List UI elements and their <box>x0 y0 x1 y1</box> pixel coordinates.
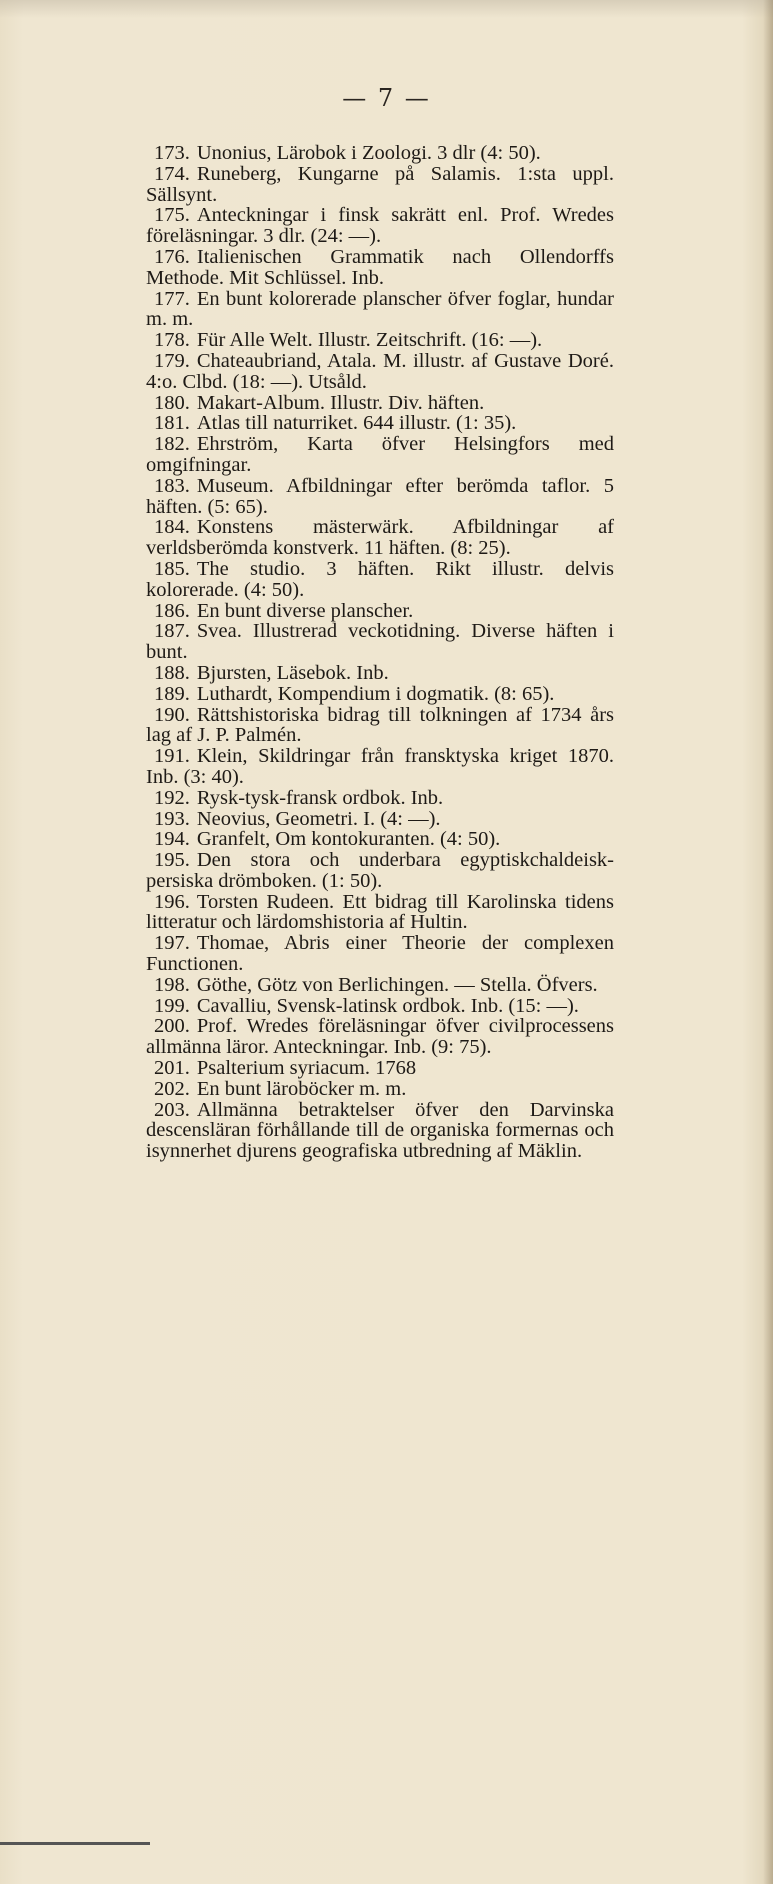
entry-text: Prof. Wredes föreläsningar öfver civilprocessens allmänna läror. Anteckningar. Inb. (9: 75). <box>146 1015 614 1059</box>
entry-text: Atlas till naturriket. 644 illustr. (1: 35). <box>196 412 517 435</box>
entry-number: 185. <box>154 557 190 580</box>
entry-text: Italienischen Grammatik nach Ollendorffs Methode. Mit Schlüssel. Inb. <box>146 245 614 289</box>
entry-text: Svea. Illustrerad veckotidning. Diverse häften i bunt. <box>146 620 614 664</box>
paper-right-edge <box>763 0 773 1884</box>
entry-number: 198. <box>154 973 190 996</box>
entry-text: Makart-Album. Illustr. Div. häften. <box>196 391 485 414</box>
entry-text: Unonius, Lärobok i Zoologi. 3 dlr (4: 50). <box>196 142 541 164</box>
paper-top-edge <box>0 0 773 18</box>
catalog-entry <box>146 143 614 164</box>
entry-text: Torsten Rudeen. Ett bidrag till Karolinska tidens litteratur och lärdomshistoria af Hultin. <box>146 890 614 934</box>
entry-number: 192. <box>154 786 190 809</box>
entry-text: Konstens mästerwärk. Afbildningar af verldsberömda konstverk. 11 häften. (8: 25). <box>146 516 614 560</box>
catalog-entry <box>146 517 614 559</box>
catalog-entry <box>146 247 614 289</box>
entry-text: En bunt diverse planscher. <box>196 599 414 622</box>
entry-number: 183. <box>154 474 190 497</box>
entry-text: Chateaubriand, Atala. M. illustr. af Gustave Doré. 4:o. Clbd. (18: —). Utsåld. <box>146 349 614 393</box>
catalog-entry <box>146 621 614 663</box>
entry-number: 178. <box>154 329 190 352</box>
catalog-entry <box>146 892 614 934</box>
catalog-entry <box>146 164 614 206</box>
catalog-entry <box>146 476 614 518</box>
bottom-rule <box>0 1842 150 1845</box>
entry-number: 201. <box>154 1057 190 1080</box>
entry-text: Ehrström, Karta öfver Helsingfors med omgifningar. <box>146 433 614 476</box>
entry-text: Klein, Skildringar från fransktyska kriget 1870. Inb. (3: 40). <box>146 745 614 788</box>
entry-number: 187. <box>154 620 190 643</box>
catalog-entry <box>146 933 614 975</box>
entry-text: En bunt kolorerade planscher öfver foglar, hundar m. m. <box>146 287 614 331</box>
entry-text: Runeberg, Kungarne på Salamis. 1:sta uppl. Sällsynt. <box>146 162 614 206</box>
entry-number: 191. <box>154 745 190 768</box>
entry-number: 176. <box>154 245 190 268</box>
entry-text: Den stora och underbara egyptiskchaldeisk-persiska drömboken. (1: 50). <box>146 849 614 892</box>
entry-number: 179. <box>154 349 190 372</box>
entry-number: 175. <box>154 204 190 227</box>
entry-number: 194. <box>154 828 190 851</box>
entry-number: 181. <box>154 412 190 435</box>
catalog-entry <box>146 351 614 393</box>
catalog-entry <box>146 413 614 434</box>
entry-number: 180. <box>154 391 190 414</box>
entry-text: The studio. 3 häften. Rikt illustr. delvis kolorerade. (4: 50). <box>146 557 614 601</box>
entry-number: 186. <box>154 599 190 622</box>
catalog-entry <box>146 1100 614 1162</box>
entry-number: 188. <box>154 661 190 684</box>
catalog-entry <box>146 330 614 351</box>
catalog-entry <box>146 601 614 622</box>
catalog-entry <box>146 559 614 601</box>
entry-number: 190. <box>154 703 190 726</box>
entry-number: 200. <box>154 1015 190 1038</box>
catalog-entry <box>146 809 614 830</box>
entry-text: Thomae, Abris einer Theorie der complexen Functionen. <box>146 932 614 976</box>
entry-number: 173. <box>154 142 190 164</box>
entry-number: 195. <box>154 849 190 872</box>
entry-number: 184. <box>154 516 190 539</box>
catalog-entry <box>146 434 614 476</box>
catalog-entries <box>146 143 614 1162</box>
entry-text: Rättshistoriska bidrag till tolkningen af 1734 års lag af J. P. Palmén. <box>146 703 614 747</box>
entry-number: 196. <box>154 890 190 913</box>
entry-number: 202. <box>154 1077 190 1100</box>
entry-number: 177. <box>154 287 190 310</box>
entry-number: 174. <box>154 162 190 185</box>
catalog-entry <box>146 663 614 684</box>
catalog-entry <box>146 788 614 809</box>
catalog-entry <box>146 1016 614 1058</box>
entry-number: 189. <box>154 682 190 705</box>
entry-text: Bjursten, Läsebok. Inb. <box>196 661 389 684</box>
entry-text: Museum. Afbildningar efter berömda taflor. 5 häften. (5: 65). <box>146 474 614 518</box>
entry-number: 199. <box>154 994 190 1017</box>
catalog-entry <box>146 746 614 788</box>
catalog-entry <box>146 393 614 414</box>
entry-text: Allmänna betraktelser öfver den Darvinska descensläran förhållande till de organiska formernas och isynnerhet djurens geografiska utbredning af Mäklin. <box>146 1098 614 1163</box>
catalog-entry <box>146 975 614 996</box>
entry-text: Granfelt, Om kontokuranten. (4: 50). <box>196 828 501 851</box>
entry-text: Göthe, Götz von Berlichingen. — Stella. Öfvers. <box>196 973 598 996</box>
entry-text: Cavalliu, Svensk-latinsk ordbok. Inb. (15: —). <box>196 994 579 1017</box>
entry-text: En bunt läroböcker m. m. <box>196 1077 407 1100</box>
entry-number: 182. <box>154 433 190 456</box>
catalog-entry <box>146 996 614 1017</box>
catalog-entry <box>146 829 614 850</box>
entry-number: 193. <box>154 807 190 830</box>
catalog-entry <box>146 1079 614 1100</box>
entry-text: Luthardt, Kompendium i dogmatik. (8: 65). <box>196 682 555 705</box>
entry-text: Neovius, Geometri. I. (4: —). <box>196 807 441 830</box>
catalog-entry <box>146 1058 614 1079</box>
entry-text: Für Alle Welt. Illustr. Zeitschrift. (16: —). <box>196 329 543 352</box>
catalog-entry <box>146 684 614 705</box>
catalog-entry <box>146 289 614 331</box>
page-number: — 7 — <box>342 84 431 112</box>
catalog-entry <box>146 705 614 747</box>
catalog-entry <box>146 850 614 892</box>
catalog-entry <box>146 205 614 247</box>
entry-text: Anteckningar i finsk sakrätt enl. Prof. Wredes föreläsningar. 3 dlr. (24: —). <box>146 204 614 248</box>
entry-number: 203. <box>154 1098 190 1121</box>
entry-text: Psalterium syriacum. 1768 <box>196 1057 417 1080</box>
entry-number: 197. <box>154 932 190 955</box>
entry-text: Rysk-tysk-fransk ordbok. Inb. <box>196 786 444 809</box>
